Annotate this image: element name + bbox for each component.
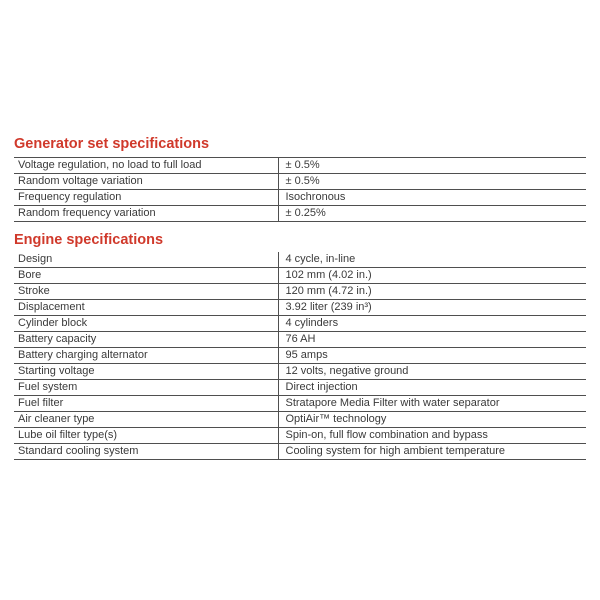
generator-specs-rows — [14, 157, 586, 221]
spec-row — [14, 157, 586, 173]
engine-specs-table — [14, 252, 586, 460]
spec-value: 12 volts, negative ground — [278, 363, 586, 379]
spec-value: Spin-on, full flow combination and bypass — [278, 427, 586, 443]
engine-specs-title: Engine specifications — [14, 231, 164, 248]
engine-specs-rows — [14, 252, 586, 460]
spec-label: Voltage regulation, no load to full load — [14, 157, 278, 173]
spec-label: Air cleaner type — [14, 411, 278, 427]
generator-specs-title: Generator set specifications — [14, 136, 210, 152]
spec-value: ± 0.5% — [278, 173, 586, 189]
spec-label: Battery charging alternator — [14, 347, 278, 363]
spec-value: 95 amps — [278, 347, 586, 363]
spec-label: Frequency regulation — [14, 189, 278, 205]
spec-value: 102 mm (4.02 in.) — [278, 267, 586, 283]
spec-row — [14, 411, 586, 427]
spec-value: OptiAir™ technology — [278, 411, 586, 427]
spec-row — [14, 315, 586, 331]
spec-label: Bore — [14, 267, 278, 283]
spec-label: Battery capacity — [14, 331, 278, 347]
spec-row — [14, 379, 586, 395]
spec-value: Isochronous — [278, 189, 586, 205]
spec-row — [14, 283, 586, 299]
spec-label: Lube oil filter type(s) — [14, 427, 278, 443]
spec-row — [14, 347, 586, 363]
spec-label: Fuel filter — [14, 395, 278, 411]
spec-value: 120 mm (4.72 in.) — [278, 283, 586, 299]
spec-row — [14, 252, 586, 268]
engine-specs-section — [14, 233, 586, 460]
spec-row — [14, 331, 586, 347]
spec-row — [14, 173, 586, 189]
spec-row — [14, 189, 586, 205]
spec-row — [14, 443, 586, 459]
spec-label: Stroke — [14, 283, 278, 299]
spec-row — [14, 267, 586, 283]
spec-value: 4 cylinders — [278, 315, 586, 331]
spec-row — [14, 205, 586, 221]
spec-label: Random voltage variation — [14, 173, 278, 189]
spec-label: Random frequency variation — [14, 205, 278, 221]
spec-value: ± 0.25% — [278, 205, 586, 221]
spec-sheet-content — [14, 137, 586, 460]
spec-value: 76 AH — [278, 331, 586, 347]
spec-label: Fuel system — [14, 379, 278, 395]
spec-value: Stratapore Media Filter with water separator — [278, 395, 586, 411]
spec-label: Cylinder block — [14, 315, 278, 331]
spec-label: Standard cooling system — [14, 443, 278, 459]
spec-value: ± 0.5% — [278, 157, 586, 173]
generator-specs-section — [14, 137, 586, 222]
spec-value: Direct injection — [278, 379, 586, 395]
spec-value: 4 cycle, in-line — [278, 252, 586, 268]
spec-label: Displacement — [14, 299, 278, 315]
spec-row — [14, 395, 586, 411]
spec-label: Starting voltage — [14, 363, 278, 379]
spec-value: Cooling system for high ambient temperature — [278, 443, 586, 459]
spec-row — [14, 363, 586, 379]
generator-specs-table — [14, 157, 586, 222]
spec-label: Design — [14, 252, 278, 268]
spec-row — [14, 299, 586, 315]
spec-value: 3.92 liter (239 in³) — [278, 299, 586, 315]
spec-row — [14, 427, 586, 443]
